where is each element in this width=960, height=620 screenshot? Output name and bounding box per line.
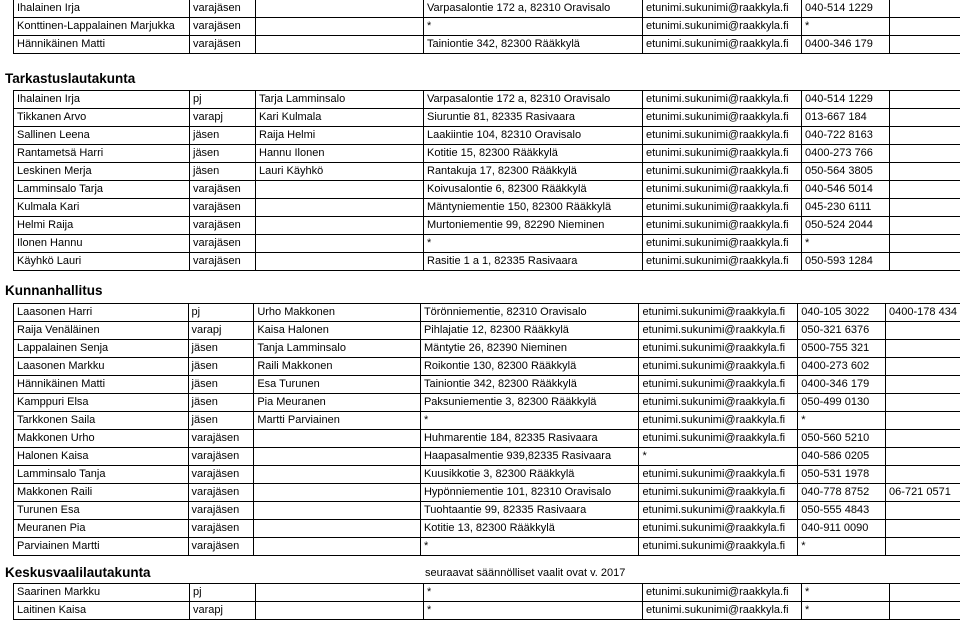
role: jäsen [190, 127, 256, 145]
phone: 040-778 8752 [798, 484, 886, 502]
table-row [14, 181, 960, 199]
role: varajäsen [188, 484, 254, 502]
phone-secondary [890, 602, 960, 620]
address: Varpasalontie 172 a, 82310 Oravisalo [424, 0, 643, 18]
member-name: Ilonen Hannu [14, 235, 190, 253]
deputy-name: Kari Kulmala [256, 109, 424, 127]
address: Siuruntie 81, 82335 Rasivaara [424, 109, 643, 127]
phone-secondary [890, 217, 960, 235]
member-name: Sallinen Leena [14, 127, 190, 145]
role: varajäsen [190, 0, 256, 18]
table-row [14, 36, 960, 54]
section-title: Kunnanhallitus [5, 283, 103, 298]
role: varajäsen [190, 235, 256, 253]
role: varapj [188, 322, 254, 340]
deputy-name [256, 0, 424, 18]
email: etunimi.sukunimi@raakkyla.fi [639, 520, 798, 538]
member-name: Halonen Kaisa [14, 448, 189, 466]
address: Tainiontie 342, 82300 Rääkkylä [424, 36, 643, 54]
address: Törönniementie, 82310 Oravisalo [420, 304, 639, 322]
email: etunimi.sukunimi@raakkyla.fi [643, 127, 802, 145]
phone-secondary [886, 466, 960, 484]
phone: * [802, 235, 890, 253]
email: etunimi.sukunimi@raakkyla.fi [643, 181, 802, 199]
address: * [424, 235, 643, 253]
email: etunimi.sukunimi@raakkyla.fi [639, 430, 798, 448]
member-name: Makkonen Urho [14, 430, 189, 448]
phone: 0400-346 179 [802, 36, 890, 54]
address: * [424, 18, 643, 36]
role: jäsen [188, 376, 254, 394]
table-row [14, 127, 960, 145]
member-table [13, 583, 960, 620]
member-name: Lamminsalo Tarja [14, 181, 190, 199]
phone: 050-524 2044 [802, 217, 890, 235]
phone: 013-667 184 [802, 109, 890, 127]
table-row [14, 18, 960, 36]
phone-secondary [886, 430, 960, 448]
phone-secondary [886, 538, 960, 556]
address: * [424, 584, 643, 602]
member-name: Lappalainen Senja [14, 340, 189, 358]
email: etunimi.sukunimi@raakkyla.fi [643, 199, 802, 217]
address: Mäntyniementie 150, 82300 Rääkkylä [424, 199, 643, 217]
email: etunimi.sukunimi@raakkyla.fi [639, 394, 798, 412]
phone: 050-593 1284 [802, 253, 890, 271]
email: etunimi.sukunimi@raakkyla.fi [639, 358, 798, 376]
phone-secondary [886, 448, 960, 466]
member-name: Turunen Esa [14, 502, 189, 520]
table-row [14, 412, 960, 430]
phone: 0400-273 766 [802, 145, 890, 163]
phone: * [798, 412, 886, 430]
role: jäsen [188, 358, 254, 376]
role: jäsen [188, 412, 254, 430]
phone: 040-514 1229 [802, 0, 890, 18]
phone-secondary [890, 145, 960, 163]
phone: * [802, 602, 890, 620]
role: varajäsen [188, 538, 254, 556]
deputy-name: Tanja Lamminsalo [254, 340, 421, 358]
phone-secondary [886, 412, 960, 430]
role: pj [190, 584, 256, 602]
phone-secondary [886, 520, 960, 538]
address: Kuusikkotie 3, 82300 Rääkkylä [420, 466, 639, 484]
email: etunimi.sukunimi@raakkyla.fi [639, 340, 798, 358]
phone-secondary [890, 0, 960, 18]
deputy-name: Hannu Ilonen [256, 145, 424, 163]
table-row [14, 584, 960, 602]
table-row [14, 304, 960, 322]
phone: 0400-273 602 [798, 358, 886, 376]
email: etunimi.sukunimi@raakkyla.fi [639, 502, 798, 520]
table-row [14, 217, 960, 235]
email: etunimi.sukunimi@raakkyla.fi [639, 484, 798, 502]
phone-secondary [886, 340, 960, 358]
role: jäsen [190, 163, 256, 181]
role: varajäsen [190, 217, 256, 235]
role: varajäsen [188, 448, 254, 466]
deputy-name: Esa Turunen [254, 376, 421, 394]
member-name: Tarkkonen Saila [14, 412, 189, 430]
deputy-name: Kaisa Halonen [254, 322, 421, 340]
member-name: Tikkanen Arvo [14, 109, 190, 127]
email: etunimi.sukunimi@raakkyla.fi [639, 304, 798, 322]
member-name: Lamminsalo Tanja [14, 466, 189, 484]
phone-secondary [886, 502, 960, 520]
phone: 050-531 1978 [798, 466, 886, 484]
member-name: Laitinen Kaisa [14, 602, 190, 620]
address: Murtoniementie 99, 82290 Nieminen [424, 217, 643, 235]
phone-secondary [890, 584, 960, 602]
phone: 040-722 8163 [802, 127, 890, 145]
email: etunimi.sukunimi@raakkyla.fi [643, 0, 802, 18]
deputy-name [256, 253, 424, 271]
email: etunimi.sukunimi@raakkyla.fi [639, 466, 798, 484]
member-name: Kulmala Kari [14, 199, 190, 217]
role: varapj [190, 109, 256, 127]
address: Kotitie 13, 82300 Rääkkylä [420, 520, 639, 538]
deputy-name [254, 502, 421, 520]
deputy-name [254, 448, 421, 466]
phone: 050-321 6376 [798, 322, 886, 340]
email: etunimi.sukunimi@raakkyla.fi [643, 109, 802, 127]
member-name: Hännikäinen Matti [14, 376, 189, 394]
section-title: Keskusvaalilautakunta [5, 565, 151, 580]
phone-secondary [890, 127, 960, 145]
email: etunimi.sukunimi@raakkyla.fi [643, 217, 802, 235]
phone: 050-499 0130 [798, 394, 886, 412]
role: varajäsen [190, 253, 256, 271]
role: jäsen [188, 340, 254, 358]
table-row [14, 163, 960, 181]
deputy-name: Urho Makkonen [254, 304, 421, 322]
email: etunimi.sukunimi@raakkyla.fi [643, 18, 802, 36]
role: jäsen [190, 145, 256, 163]
role: varajäsen [188, 466, 254, 484]
deputy-name: Lauri Käyhkö [256, 163, 424, 181]
deputy-name: Raili Makkonen [254, 358, 421, 376]
role: varajäsen [190, 181, 256, 199]
member-name: Kamppuri Elsa [14, 394, 189, 412]
role: varajäsen [188, 430, 254, 448]
address: Kotitie 15, 82300 Rääkkylä [424, 145, 643, 163]
role: varajäsen [190, 199, 256, 217]
table-row [14, 466, 960, 484]
address: Tainiontie 342, 82300 Rääkkylä [420, 376, 639, 394]
address: Mäntytie 26, 82390 Nieminen [420, 340, 639, 358]
phone-secondary [890, 109, 960, 127]
table-row [14, 448, 960, 466]
table-row [14, 145, 960, 163]
table-row [14, 109, 960, 127]
address: Haapasalmentie 939,82335 Rasivaara [420, 448, 639, 466]
phone: * [798, 538, 886, 556]
table-row [14, 91, 960, 109]
section-title: Tarkastuslautakunta [5, 71, 135, 86]
role: varajäsen [190, 18, 256, 36]
email: etunimi.sukunimi@raakkyla.fi [639, 322, 798, 340]
table-row [14, 602, 960, 620]
deputy-name: Tarja Lamminsalo [256, 91, 424, 109]
member-name: Laasonen Harri [14, 304, 189, 322]
phone: 040-514 1229 [802, 91, 890, 109]
member-name: Ihalainen Irja [14, 91, 190, 109]
phone: 0500-755 321 [798, 340, 886, 358]
phone-secondary [890, 36, 960, 54]
deputy-name [256, 18, 424, 36]
table-row [14, 358, 960, 376]
email: etunimi.sukunimi@raakkyla.fi [643, 145, 802, 163]
phone: 0400-346 179 [798, 376, 886, 394]
table-row [14, 0, 960, 18]
phone-secondary [886, 376, 960, 394]
address: Hypönniementie 101, 82310 Oravisalo [420, 484, 639, 502]
phone: 050-564 3805 [802, 163, 890, 181]
deputy-name [256, 36, 424, 54]
email: * [639, 448, 798, 466]
member-name: Parviainen Martti [14, 538, 189, 556]
role: jäsen [188, 394, 254, 412]
role: varajäsen [188, 502, 254, 520]
member-table [13, 303, 960, 556]
table-row [14, 322, 960, 340]
member-table [13, 0, 960, 54]
phone: * [802, 18, 890, 36]
table-row [14, 502, 960, 520]
phone-secondary [890, 199, 960, 217]
table-row [14, 340, 960, 358]
member-name: Meuranen Pia [14, 520, 189, 538]
member-name: Hännikäinen Matti [14, 36, 190, 54]
address: * [420, 412, 639, 430]
email: etunimi.sukunimi@raakkyla.fi [643, 36, 802, 54]
address: Varpasalontie 172 a, 82310 Oravisalo [424, 91, 643, 109]
member-name: Laasonen Markku [14, 358, 189, 376]
phone: 050-560 5210 [798, 430, 886, 448]
role: varajäsen [188, 520, 254, 538]
address: Roikontie 130, 82300 Rääkkylä [420, 358, 639, 376]
table-row [14, 376, 960, 394]
role: varapj [190, 602, 256, 620]
address: Paksuniementie 3, 82300 Rääkkylä [420, 394, 639, 412]
table-row [14, 253, 960, 271]
deputy-name [256, 199, 424, 217]
deputy-name [254, 466, 421, 484]
email: etunimi.sukunimi@raakkyla.fi [643, 235, 802, 253]
table-row [14, 484, 960, 502]
phone: 045-230 6111 [802, 199, 890, 217]
phone: 040-586 0205 [798, 448, 886, 466]
phone-secondary [890, 163, 960, 181]
member-name: Helmi Raija [14, 217, 190, 235]
phone-secondary [890, 235, 960, 253]
deputy-name [254, 484, 421, 502]
phone-secondary [886, 358, 960, 376]
deputy-name [254, 430, 421, 448]
phone-secondary: 06-721 0571 [886, 484, 960, 502]
member-table [13, 90, 960, 271]
email: etunimi.sukunimi@raakkyla.fi [639, 376, 798, 394]
address: Rasitie 1 a 1, 82335 Rasivaara [424, 253, 643, 271]
email: etunimi.sukunimi@raakkyla.fi [639, 538, 798, 556]
table-row [14, 430, 960, 448]
phone: 040-105 3022 [798, 304, 886, 322]
phone-secondary [890, 181, 960, 199]
email: etunimi.sukunimi@raakkyla.fi [643, 253, 802, 271]
email: etunimi.sukunimi@raakkyla.fi [643, 163, 802, 181]
address: * [424, 602, 643, 620]
phone-secondary [890, 253, 960, 271]
address: Pihlajatie 12, 82300 Rääkkylä [420, 322, 639, 340]
member-name: Leskinen Merja [14, 163, 190, 181]
phone: 040-546 5014 [802, 181, 890, 199]
email: etunimi.sukunimi@raakkyla.fi [643, 584, 802, 602]
table-row [14, 394, 960, 412]
deputy-name [256, 235, 424, 253]
member-name: Saarinen Markku [14, 584, 190, 602]
deputy-name: Raija Helmi [256, 127, 424, 145]
phone-secondary [886, 322, 960, 340]
deputy-name: Martti Parviainen [254, 412, 421, 430]
deputy-name [256, 181, 424, 199]
section-note: seuraavat säännölliset vaalit ovat v. 2017 [425, 567, 625, 579]
deputy-name [256, 602, 424, 620]
phone-secondary: 0400-178 434 [886, 304, 960, 322]
role: pj [188, 304, 254, 322]
role: varajäsen [190, 36, 256, 54]
phone-secondary [886, 394, 960, 412]
member-name: Konttinen-Lappalainen Marjukka [14, 18, 190, 36]
deputy-name [254, 520, 421, 538]
member-name: Makkonen Raili [14, 484, 189, 502]
address: Huhmarentie 184, 82335 Rasivaara [420, 430, 639, 448]
deputy-name: Pia Meuranen [254, 394, 421, 412]
phone: * [802, 584, 890, 602]
email: etunimi.sukunimi@raakkyla.fi [639, 412, 798, 430]
deputy-name [256, 584, 424, 602]
table-row [14, 235, 960, 253]
table-row [14, 538, 960, 556]
member-name: Käyhkö Lauri [14, 253, 190, 271]
phone-secondary [890, 91, 960, 109]
address: Tuohtaantie 99, 82335 Rasivaara [420, 502, 639, 520]
member-name: Rantametsä Harri [14, 145, 190, 163]
deputy-name [254, 538, 421, 556]
address: Koivusalontie 6, 82300 Rääkkylä [424, 181, 643, 199]
address: * [420, 538, 639, 556]
table-row [14, 520, 960, 538]
address: Laakiintie 104, 82310 Oravisalo [424, 127, 643, 145]
phone: 050-555 4843 [798, 502, 886, 520]
phone: 040-911 0090 [798, 520, 886, 538]
role: pj [190, 91, 256, 109]
email: etunimi.sukunimi@raakkyla.fi [643, 91, 802, 109]
member-name: Ihalainen Irja [14, 0, 190, 18]
phone-secondary [890, 18, 960, 36]
deputy-name [256, 217, 424, 235]
address: Rantakuja 17, 82300 Rääkkylä [424, 163, 643, 181]
email: etunimi.sukunimi@raakkyla.fi [643, 602, 802, 620]
member-name: Raija Venäläinen [14, 322, 189, 340]
table-row [14, 199, 960, 217]
